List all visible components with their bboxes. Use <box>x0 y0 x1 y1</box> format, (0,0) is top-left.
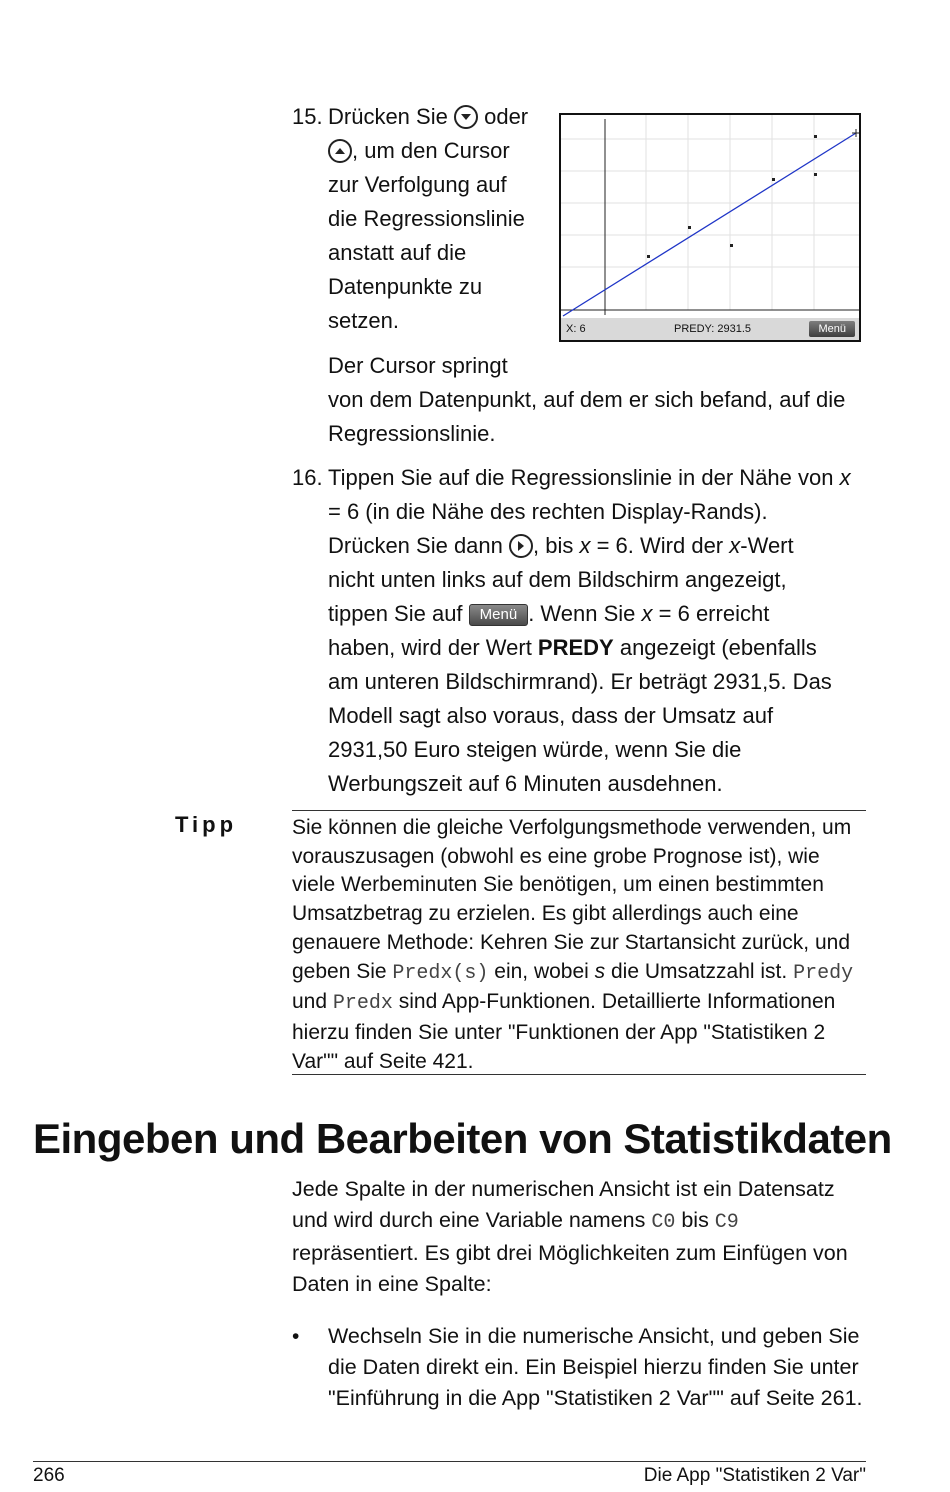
tip-text-part: und <box>292 990 333 1014</box>
trace-cursor <box>852 129 859 137</box>
tip-text-part: sind App-Funktionen. Detaillierte Informationen hierzu finden Sie unter "Funktionen der App "Statistiken 2 Var"" auf Seite 421. <box>292 990 836 1073</box>
step-15-line: Datenpunkte zu <box>328 274 483 299</box>
up-arrow-key-icon <box>328 139 352 163</box>
tip-label: Tipp <box>175 812 238 837</box>
step-15-line: Drücken Sie <box>328 104 448 129</box>
tip-text-part: die Umsatzzahl ist. <box>605 959 794 983</box>
step-15-followup-line: von dem Datenpunkt, auf dem er sich befand, auf die <box>328 387 846 412</box>
step-16-line: , bis <box>533 533 580 558</box>
paragraph-part: repräsentiert. Es gibt drei Möglichkeiten zum Einfügen von Daten in eine Spalte: <box>292 1241 848 1296</box>
step-15-followup-line: Regressionslinie. <box>328 421 496 446</box>
step-15-line: anstatt auf die <box>328 240 467 265</box>
step-15-text <box>328 100 548 338</box>
step-16-number: 16. <box>292 465 323 490</box>
step-16-line: -Wert <box>740 533 794 558</box>
step-16-line: 2931,50 Euro steigen würde, wenn Sie die <box>328 737 742 762</box>
step-16-line: = 6. Wird der <box>590 533 730 558</box>
calculator-status-bar <box>561 318 859 340</box>
step-15-followup-line: Der Cursor springt <box>328 353 508 378</box>
step-16-line: Modell sagt also voraus, dass der Umsatz auf <box>328 703 774 728</box>
footer-rule <box>33 1461 866 1462</box>
var-s: s <box>594 959 606 983</box>
plot-grid <box>561 115 859 310</box>
step-16-line: Werbungszeit auf 6 Minuten ausdehnen. <box>328 771 723 796</box>
step-16-line: = 6 erreicht <box>652 601 770 626</box>
step-16-line: Tippen Sie auf die Regressionslinie in der Nähe von <box>328 465 840 490</box>
tip-text <box>292 814 867 1076</box>
page-number: 266 <box>33 1465 65 1486</box>
step-16-line: am unteren Bildschirmrand). Er beträgt 2931,5. Das <box>328 669 832 694</box>
menu-softkey[interactable]: Menü <box>809 321 855 337</box>
data-point <box>814 173 817 176</box>
var-x: x <box>729 533 741 558</box>
data-point <box>647 255 650 258</box>
var-x: x <box>641 601 653 626</box>
data-point <box>772 178 775 181</box>
section-paragraph <box>292 1174 867 1300</box>
step-15-line: setzen. <box>328 308 399 333</box>
var-x: x <box>839 465 851 490</box>
paragraph-part: bis <box>675 1208 715 1232</box>
step-15-line: oder <box>484 104 529 129</box>
step-15-number: 15. <box>292 104 323 129</box>
step-15-line: zur Verfolgung auf <box>328 172 507 197</box>
step-16-line: Drücken Sie dann <box>328 533 509 558</box>
tip-top-rule <box>292 810 866 811</box>
tip-bottom-rule <box>292 1074 866 1075</box>
bullet-item: Wechseln Sie in die numerische Ansicht, und geben Sie die Daten direkt ein. Ein Beispiel hierzu finden Sie unter "Einführung in die App "Statistiken 2 Var"" auf Seite 261. <box>328 1324 863 1410</box>
step-16-line: . Wenn Sie <box>528 601 642 626</box>
data-points <box>647 135 817 258</box>
predy-term: PREDY <box>537 635 614 660</box>
chapter-title: Die App "Statistiken 2 Var" <box>643 1465 866 1486</box>
tip-text-part: ein, wobei <box>488 959 595 983</box>
section-heading: Eingeben und Bearbeiten von Statistikdaten <box>33 1115 892 1162</box>
step-15-line: die Regressionslinie <box>328 206 525 231</box>
tip-text-part: Sie können die gleiche Verfolgungsmethode verwenden, um vorauszusagen (obwohl es eine grobe Prognose ist), wie viele Werbeminuten Sie benötigen, um einen bestimmten Umsatzbetrag zu erzielen. Es gibt allerdings auch eine genauere Methode: Kehren Sie zur Startansicht zurück, und geben Sie <box>292 816 852 983</box>
regression-line <box>563 133 856 316</box>
code-predy: Predy <box>793 961 854 985</box>
down-arrow-key-icon <box>454 105 478 129</box>
code-predx-s: Predx(s) <box>392 961 489 985</box>
data-point <box>730 244 733 247</box>
var-x: x <box>579 533 591 558</box>
data-point <box>688 226 691 229</box>
predy-readout: PREDY: 2931.5 <box>674 323 752 335</box>
step-16-line: nicht unten links auf dem Bildschirm angezeigt, <box>328 567 787 592</box>
step-15-followup <box>328 349 868 451</box>
step-16-line: tippen Sie auf <box>328 601 469 626</box>
code-c9: C9 <box>714 1211 739 1234</box>
data-point <box>814 135 817 138</box>
step-16-text <box>328 461 873 801</box>
right-arrow-key-icon <box>509 534 533 558</box>
calculator-screenshot <box>559 113 861 342</box>
bullet-marker: • <box>292 1325 300 1348</box>
step-16-line: = 6 (in die Nähe des rechten Display-Rands). <box>328 499 768 524</box>
code-c0: C0 <box>651 1211 676 1234</box>
step-16-line: haben, wird der Wert <box>328 635 538 660</box>
menu-key-icon: Menü <box>469 604 529 626</box>
step-15-line: , um den Cursor <box>352 138 510 163</box>
code-predx: Predx <box>332 992 393 1016</box>
regression-plot <box>561 115 859 318</box>
x-readout: X: 6 <box>566 323 586 335</box>
paragraph-part: Jede Spalte in der numerischen Ansicht ist ein Datensatz und wird durch eine Variable namens <box>292 1177 835 1232</box>
step-16-line: angezeigt (ebenfalls <box>613 635 817 660</box>
